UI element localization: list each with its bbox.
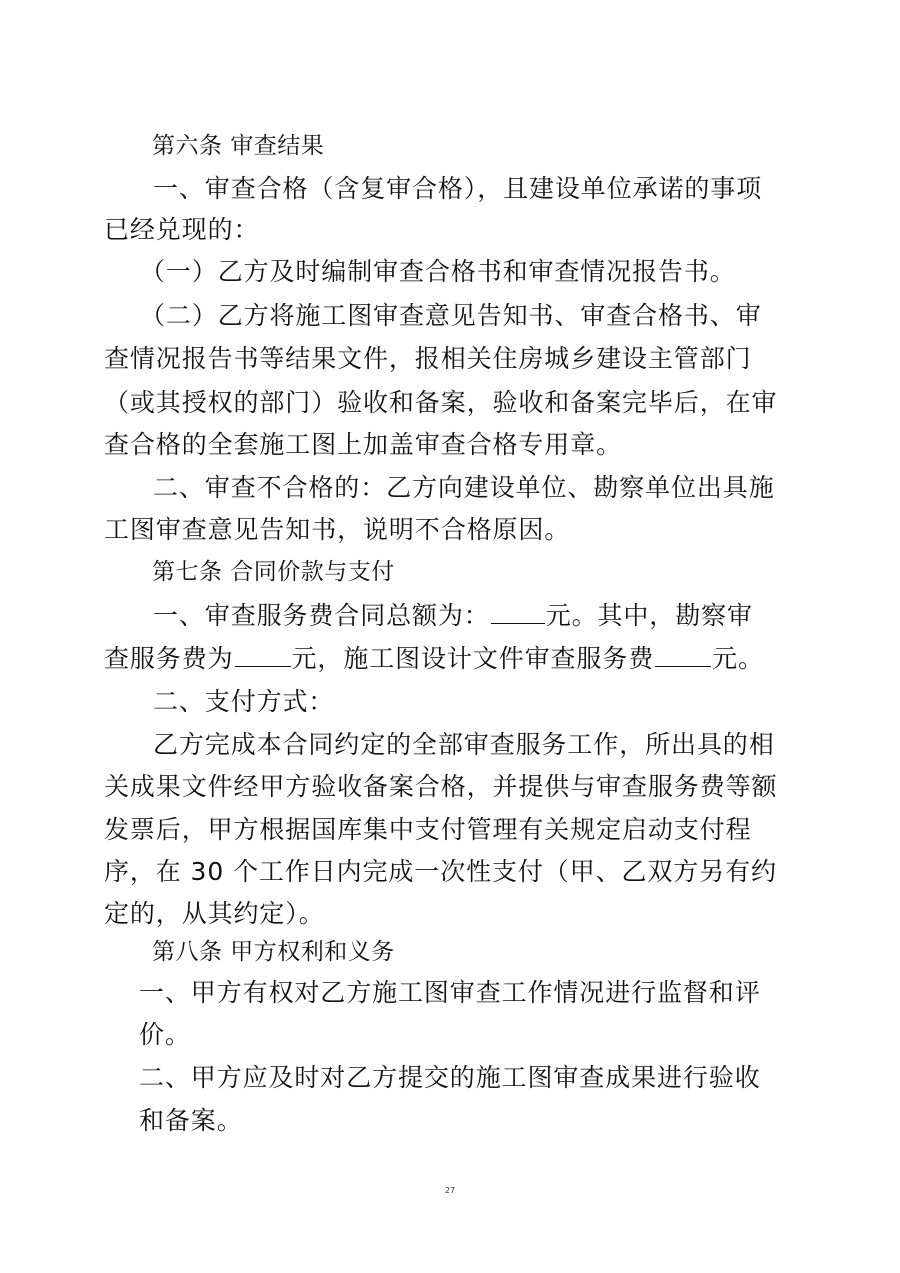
design-fee-label: 元，施工图设计文件审查服务费 — [291, 644, 655, 673]
article6-para2: （一）乙方及时编制审查合格书和审查情况报告书。 — [140, 257, 736, 286]
fee-total-label: 一、审查服务费合同总额为： — [153, 601, 490, 630]
page-number: 27 — [444, 1186, 456, 1195]
payment-line4: 序，在 30 个工作日内完成一次性支付（甲、乙双方另有约 — [104, 857, 777, 886]
article7-heading: 第七条 合同价款与支付 — [152, 559, 395, 585]
article6-para3-line1: （二）乙方将施工图审查意见告知书、审查合格书、审 — [140, 301, 762, 330]
article8-para2-line2: 和备案。 — [139, 1106, 243, 1135]
article6-para4-line1: 二、审查不合格的：乙方向建设单位、勘察单位出具施 — [153, 473, 775, 502]
payment-heading: 二、支付方式： — [153, 687, 335, 716]
payment-line1: 乙方完成本合同约定的全部审查服务工作，所出具的相 — [153, 730, 775, 759]
article8-para1-line1: 一、甲方有权对乙方施工图审查工作情况进行监督和评 — [139, 978, 761, 1007]
survey-fee-blank — [235, 640, 291, 667]
article8-para2-line1: 二、甲方应及时对乙方提交的施工图审查成果进行验收 — [139, 1063, 761, 1092]
article6-para1-line2: 已经兑现的： — [104, 215, 260, 244]
survey-fee-label: 查服务费为 — [104, 644, 234, 673]
payment-line3: 发票后，甲方根据国库集中支付管理有关规定启动支付程 — [104, 815, 752, 844]
fee-total-blank — [491, 597, 545, 624]
article6-para3-line2: 查情况报告书等结果文件，报相关住房城乡建设主管部门 — [104, 344, 752, 373]
design-fee-blank — [655, 640, 711, 667]
fee-total-suffix: 元。其中，勘察审 — [545, 601, 753, 630]
payment-line5: 定的，从其约定）。 — [104, 899, 325, 928]
article7-fee-line2 — [104, 639, 804, 679]
article6-para4-line2: 工图审查意见告知书，说明不合格原因。 — [104, 515, 571, 544]
article6-para3-line4: 查合格的全套施工图上加盖审查合格专用章。 — [104, 430, 623, 459]
article6-heading: 第六条 审查结果 — [152, 133, 325, 159]
design-fee-suffix: 元。 — [712, 644, 764, 673]
article6-para3-line3: （或其授权的部门）验收和备案，验收和备案完毕后，在审 — [104, 388, 778, 417]
article6-para1-line1: 一、审查合格（含复审合格），且建设单位承诺的事项 — [153, 174, 763, 203]
article7-fee-line1 — [153, 596, 853, 636]
payment-line2: 关成果文件经甲方验收备案合格，并提供与审查服务费等额 — [104, 772, 778, 801]
article8-para1-line2: 价。 — [139, 1020, 191, 1049]
article8-heading: 第八条 甲方权利和义务 — [152, 939, 395, 965]
